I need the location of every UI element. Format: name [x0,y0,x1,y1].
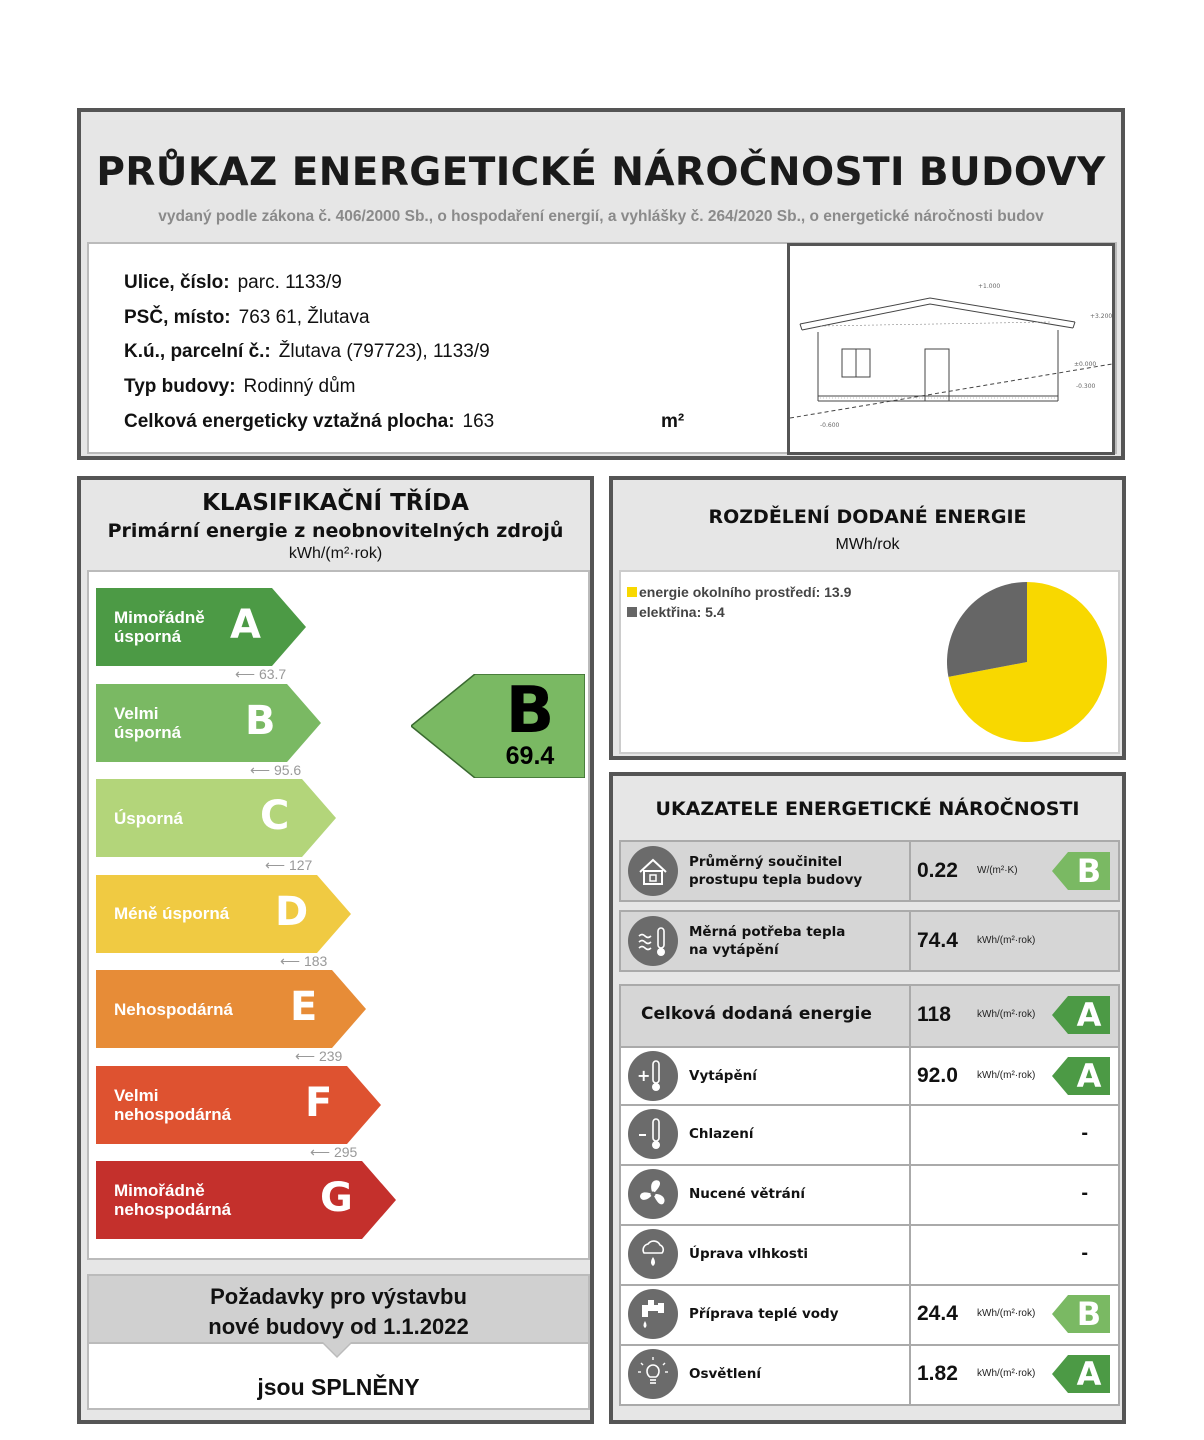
indicator-name-line2: prostupu tepla budovy [689,872,863,888]
area-row [124,411,494,433]
legend-swatch-environment [627,587,637,597]
indicator-value: 0.22 [917,859,958,882]
heat-wave-thermometer-icon [628,916,678,966]
indicator-name-line1: Nucené větrání [689,1186,805,1202]
distribution-title: ROZDĚLENÍ DODANÉ ENERGIE [708,506,1027,528]
indicator-name-cell [621,912,909,970]
indicator-class-letter: A [1076,1057,1102,1095]
class-label-g [96,1181,231,1219]
parcel-label: K.ú., parcelní č.: [124,341,271,362]
fan-icon [628,1169,678,1219]
street-value: parc. 1133/9 [237,272,342,293]
area-label: Celková energeticky vztažná plocha: [124,411,455,432]
indicator-class-badge [1052,1295,1110,1333]
indicator-name-cell [621,1286,909,1344]
result-class-value: 69.4 [505,742,555,770]
indicator-row [619,1046,1120,1106]
svg-text:±0.000: ±0.000 [1074,361,1097,368]
requirements-pointer-fill [323,1342,351,1356]
indicator-row [619,910,1120,972]
energy-class-scale [87,570,590,1260]
indicator-name-cell [621,1346,909,1404]
indicator-name [689,1125,754,1143]
indicator-class-badge [1052,1355,1110,1393]
indicator-name-line1: Průměrný součinitel [689,854,843,870]
class-label-line1: Úsporná [114,808,183,828]
indicator-name [689,1067,757,1085]
humidity-icon [628,1229,678,1279]
document-subtitle: vydaný podle zákona č. 406/2000 Sb., o hospodaření energií, a vyhlášky č. 264/2020 Sb., o energetické náročnosti budov [158,208,1044,225]
indicator-class-letter: B [1076,852,1102,890]
indicator-value: 1.82 [917,1362,958,1385]
class-arrow-d [96,875,351,953]
indicator-unit: kWh/(m²·rok) [977,1009,1036,1020]
indicator-name-line1: Příprava teplé vody [689,1306,839,1322]
area-unit: m² [661,411,685,432]
city-label: PSČ, místo: [124,307,231,328]
house-drawing-icon [790,246,1112,452]
type-value: Rodinný dům [243,376,356,397]
class-threshold-e: ⟵ 239 [295,1048,343,1064]
class-label-line2: úsporná [114,627,182,646]
indicator-name [689,1305,839,1323]
class-arrow-f [96,1066,381,1144]
class-label-line1: Méně úsporná [114,904,230,923]
requirements-header [87,1274,590,1344]
indicator-value: - [1081,1122,1088,1144]
indicator-unit: kWh/(m²·rok) [977,1368,1036,1379]
class-label-line1: Nehospodárná [114,999,234,1019]
indicator-name-cell [621,1226,909,1284]
class-threshold-c: ⟵ 127 [265,857,313,873]
classification-title: KLASIFIKAČNÍ TŘÍDA [202,490,469,516]
parcel-row [124,341,490,363]
class-label-line2: nehospodárná [114,1104,232,1124]
indicator-value-cell [909,1286,1118,1344]
parcel-value: Žlutava (797723), 1133/9 [278,341,490,362]
indicator-unit: kWh/(m²·rok) [977,935,1036,946]
type-row [124,376,356,398]
indicator-value-cell [909,912,1118,970]
indicator-value: 74.4 [917,929,958,952]
indicator-name [689,1365,761,1383]
result-badge [411,674,585,778]
indicator-name-cell [621,1106,909,1164]
indicator-value-cell [909,986,1118,1046]
indicator-name-line1: Celková dodaná energie [641,1004,872,1024]
indicator-name-line1: Úprava vlhkosti [689,1246,809,1262]
thermometer-plus-icon [628,1051,678,1101]
result-class-letter: B [505,674,555,748]
class-label-b [96,704,181,742]
classification-subtitle: Primární energie z neobnovitelných zdrojů [107,520,564,542]
class-letter-a: A [230,602,261,648]
area-value: 163 [462,411,495,432]
svg-text:-0.600: -0.600 [820,422,840,429]
document-title: PRŮKAZ ENERGETICKÉ NÁROČNOSTI BUDOVY [96,150,1106,195]
indicator-value-cell [909,842,1118,900]
class-threshold-f: ⟵ 295 [310,1143,358,1160]
street-row [124,272,342,294]
class-arrow-g [96,1161,396,1239]
indicator-row [619,984,1120,1046]
indicator-name-line1: Měrná potřeba tepla [689,924,846,940]
classification-panel [77,476,594,1424]
indicators-title: UKAZATELE ENERGETICKÉ NÁROČNOSTI [655,798,1080,820]
indicator-value-cell [909,1346,1118,1404]
indicator-value: 92.0 [917,1064,958,1087]
indicator-unit: kWh/(m²·rok) [977,1070,1036,1081]
indicator-name-cell [621,1166,909,1224]
lightbulb-icon [628,1349,678,1399]
city-row [124,307,370,329]
class-label-line1: Mimořádně [114,608,205,627]
legend-label-electricity: elektřina: 5.4 [639,604,725,620]
svg-text:-0.300: -0.300 [1076,383,1096,390]
thermometer-minus-icon [628,1109,678,1159]
class-arrow-c [96,779,336,857]
indicator-unit: W/(m²·K) [977,865,1018,876]
class-label-line1: Velmi [114,1085,159,1105]
indicator-value-cell [909,1166,1118,1224]
legend-label-environment: energie okolního prostředí: 13.9 [639,584,852,600]
classification-unit: kWh/(m²·rok) [288,545,383,562]
indicator-name [689,853,862,889]
svg-text:+3.200: +3.200 [1090,313,1112,320]
street-label: Ulice, číslo: [124,272,230,293]
class-label-a [96,608,205,646]
class-letter-d: D [275,888,309,935]
indicator-row [619,1346,1120,1406]
class-label-e [96,1000,233,1019]
class-letter-f: F [305,1079,333,1126]
city-value: 763 61, Žlutava [238,307,370,328]
class-letter-c: C [260,793,290,839]
type-label: Typ budovy: [124,376,236,397]
indicator-name [689,1185,805,1203]
requirements-line1: Požadavky pro výstavbu [210,1284,467,1309]
indicators-panel [609,772,1126,1424]
class-label-f [96,1086,231,1124]
legend-item-environment [627,584,851,600]
faucet-icon [628,1289,678,1339]
distribution-chart [619,570,1120,754]
indicator-row [619,840,1120,902]
indicator-name [641,1005,872,1023]
class-label-line2: nehospodárná [114,1200,232,1219]
requirements-result: jsou SPLNĚNY [87,1344,590,1410]
class-threshold-a: ⟵ 63.7 [235,666,287,682]
class-label-d [96,904,229,923]
house-icon [628,846,678,896]
indicator-value: - [1081,1242,1088,1264]
class-letter-g: G [320,1175,353,1221]
indicator-row [619,1106,1120,1166]
requirements-line2: nové budovy od 1.1.2022 [208,1314,469,1339]
building-elevation-drawing [787,243,1115,455]
class-letter-b: B [245,697,276,744]
indicator-class-badge [1052,1057,1110,1095]
header-panel [77,108,1125,460]
indicator-name-cell [621,842,909,900]
class-label-line2: úsporná [114,722,182,742]
class-label-c [96,809,183,828]
indicator-row [619,1286,1120,1346]
indicator-class-letter: A [1076,996,1102,1034]
class-arrow-b [96,684,321,762]
svg-text:+1.000: +1.000 [978,283,1001,290]
class-letter-e: E [290,984,318,1030]
distribution-unit: MWh/rok [835,536,900,553]
indicator-value: 118 [917,1003,951,1026]
indicator-name-line1: Osvětlení [689,1366,761,1382]
indicator-value-cell [909,1226,1118,1284]
indicator-class-letter: A [1076,1355,1102,1393]
class-arrow-e [96,970,366,1048]
indicator-name-line1: Chlazení [689,1126,754,1142]
indicator-name-line1: Vytápění [689,1068,757,1084]
indicator-name [689,1245,808,1263]
indicator-value-cell [909,1048,1118,1104]
indicator-name-cell [621,1048,909,1104]
indicator-class-badge [1052,996,1110,1034]
pie-chart [945,580,1109,744]
indicator-class-letter: B [1076,1295,1102,1333]
indicator-value: 24.4 [917,1302,958,1325]
class-arrow-a [96,588,306,666]
class-threshold-d: ⟵ 183 [280,952,328,969]
svg-text:+: + [637,1066,651,1085]
energy-distribution-panel [609,476,1126,760]
class-label-line1: Velmi [114,703,159,723]
indicator-name-line2: na vytápění [689,942,779,958]
class-label-line1: Mimořádně [114,1181,205,1200]
indicator-value-cell [909,1106,1118,1164]
class-threshold-b: ⟵ 95.6 [250,761,302,778]
indicator-unit: kWh/(m²·rok) [977,1308,1036,1319]
pie-slice-electricity [947,582,1027,677]
legend-item-electricity [627,604,725,620]
indicator-value: - [1081,1182,1088,1204]
legend-swatch-electricity [627,607,637,617]
indicator-row [619,1226,1120,1286]
indicator-class-badge [1052,852,1110,890]
indicator-name-cell [621,986,909,1046]
indicator-row [619,1166,1120,1226]
indicator-name [689,923,845,959]
